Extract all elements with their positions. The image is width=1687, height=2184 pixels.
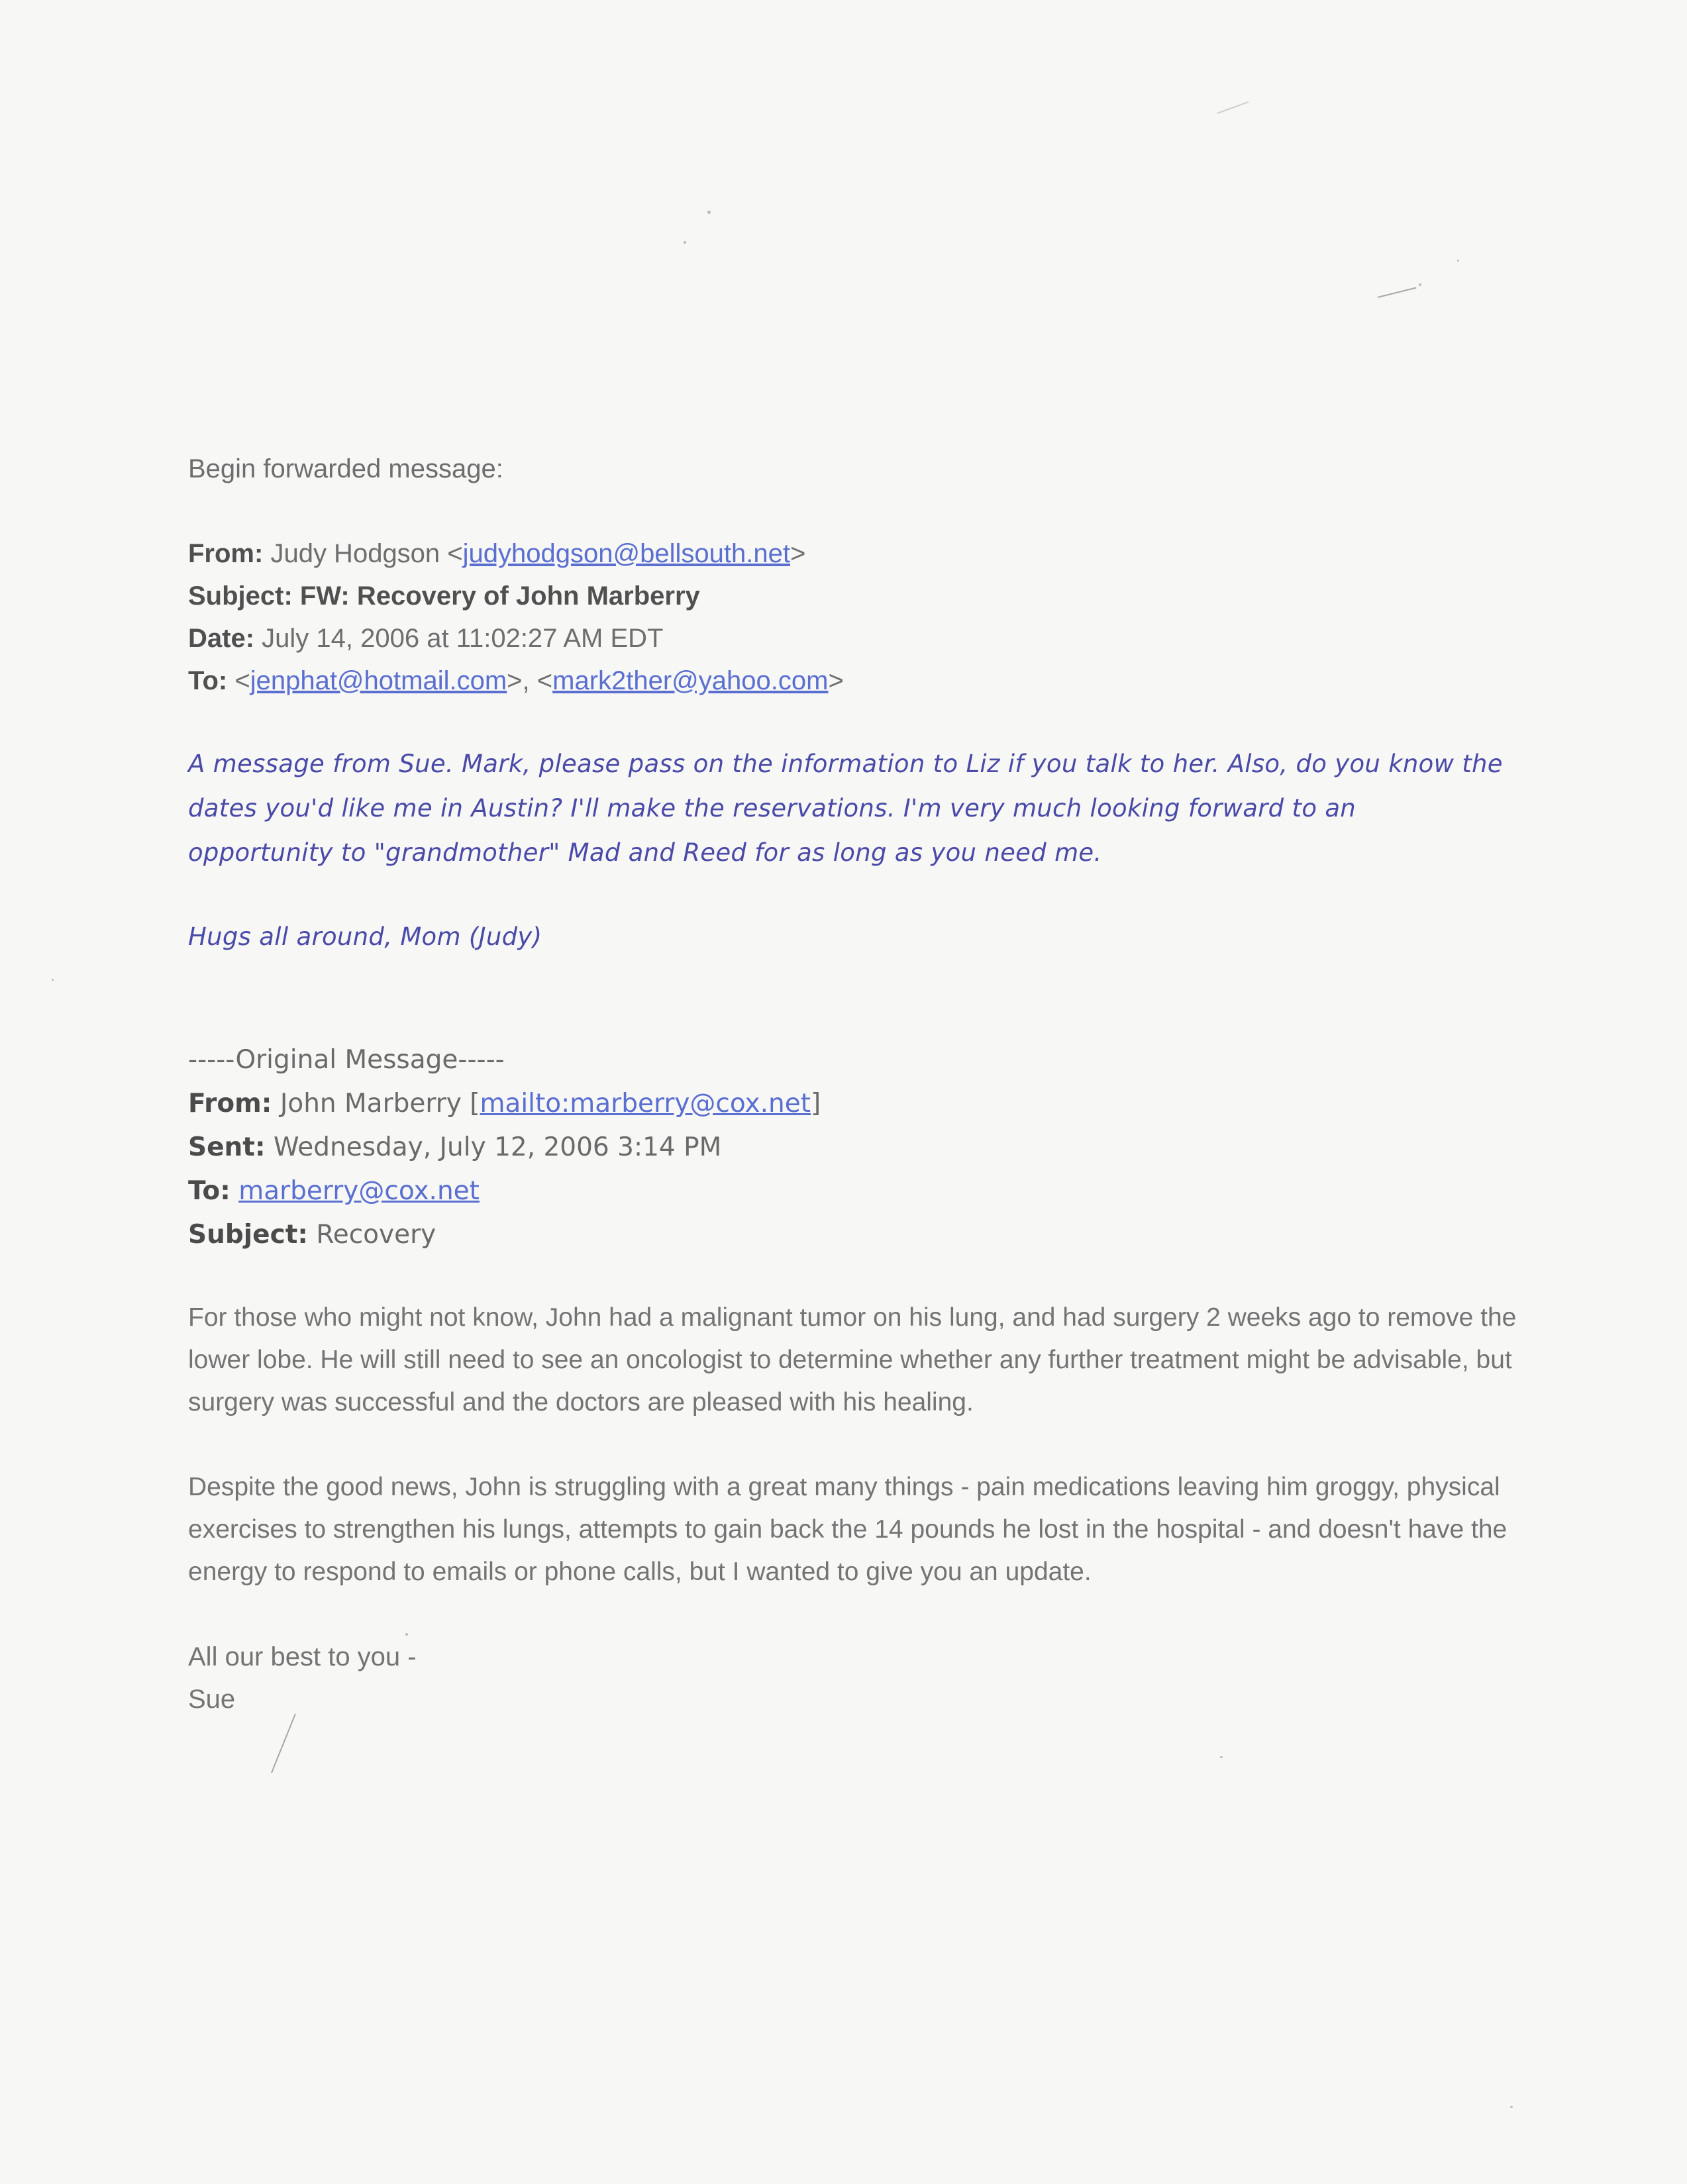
original-subject-label: Subject:	[188, 1220, 308, 1250]
to-mid: >, <	[507, 666, 553, 695]
scan-mark	[1378, 287, 1417, 298]
from-name: Judy Hodgson <	[270, 539, 463, 568]
scan-speck	[1220, 1756, 1223, 1758]
original-sent-line	[188, 1126, 1579, 1169]
original-to-label: To:	[188, 1176, 230, 1206]
scan-speck	[1510, 2106, 1513, 2108]
to-label: To:	[188, 666, 228, 695]
spacer	[188, 1593, 1579, 1636]
spacer	[188, 702, 1579, 742]
forwarded-to-line	[188, 660, 1579, 702]
original-from-label: From:	[188, 1089, 272, 1118]
spacer	[188, 490, 1579, 532]
scan-speck	[1419, 283, 1421, 286]
to-close: >	[828, 666, 844, 695]
signature: Sue	[188, 1685, 236, 1714]
spacer	[188, 1257, 1579, 1297]
email-printout	[188, 448, 1579, 1720]
to-email-link-2[interactable]: mark2ther@yahoo.com	[552, 666, 829, 695]
body-paragraph-2: Despite the good news, John is struggling with a great many things - pain medications leaving him groggy, physical exercises to strengthen his lungs, attempts to gain back the 14 pounds he lost in the hospital - and doesn't have the energy to respond to emails or phone calls, but I wanted to give you an update.	[188, 1473, 1508, 1586]
original-to-line	[188, 1169, 1579, 1213]
to-open: <	[234, 666, 250, 695]
scan-speck	[707, 211, 711, 214]
original-from-close: ]	[811, 1089, 821, 1118]
subject-value: FW: Recovery of John Marberry	[299, 581, 700, 611]
subject-label: Subject:	[188, 581, 293, 611]
spacer	[188, 875, 1579, 915]
body-paragraph-1: For those who might not know, John had a malignant tumor on his lung, and had surgery 2 weeks ago to remove the lower lobe. He will still need to see an oncologist to determine whether any further treatment might be advisable, but surgery was successful and the doctors are pleased with his healing.	[188, 1303, 1517, 1416]
forwarded-subject-line	[188, 575, 1579, 617]
scan-speck	[1457, 260, 1459, 262]
note-paragraph: A message from Sue. Mark, please pass on the information to Liz if you talk to her. Also, do you know the dates you'd like me in Austin? I'll make the reservations. I'm very much looking forward to an opportunity to "grandmother" Mad and Reed for as long as you need me.	[188, 750, 1503, 867]
original-subject-line	[188, 1213, 1579, 1257]
scan-speck	[684, 241, 686, 244]
closing-line: All our best to you -	[188, 1642, 417, 1671]
forward-header: Begin forwarded message:	[188, 454, 503, 483]
from-email-link[interactable]: judyhodgson@bellsouth.net	[462, 539, 790, 568]
forwarded-from-line	[188, 532, 1579, 575]
original-sent-value: Wednesday, July 12, 2006 3:14 PM	[273, 1132, 722, 1162]
to-email-link-1[interactable]: jenphat@hotmail.com	[250, 666, 507, 695]
spacer	[188, 959, 1579, 1038]
spacer	[188, 1424, 1579, 1466]
original-from-mailto-link[interactable]: mailto:marberry@cox.net	[480, 1089, 811, 1118]
from-label: From:	[188, 539, 264, 568]
scan-speck	[52, 979, 54, 981]
date-label: Date:	[188, 624, 255, 653]
original-from-name: John Marberry [	[280, 1089, 480, 1118]
forwarded-date-line	[188, 617, 1579, 660]
note-signoff: Hugs all around, Mom (Judy)	[188, 922, 542, 951]
scan-mark	[271, 1714, 296, 1773]
original-subject-value: Recovery	[316, 1220, 436, 1250]
date-value: July 14, 2006 at 11:02:27 AM EDT	[262, 624, 664, 653]
original-to-email-link[interactable]: marberry@cox.net	[238, 1176, 480, 1206]
original-divider: -----Original Message-----	[188, 1045, 505, 1075]
scan-mark	[1217, 101, 1249, 114]
from-close: >	[790, 539, 806, 568]
original-sent-label: Sent:	[188, 1132, 266, 1162]
original-from-line	[188, 1082, 1579, 1126]
